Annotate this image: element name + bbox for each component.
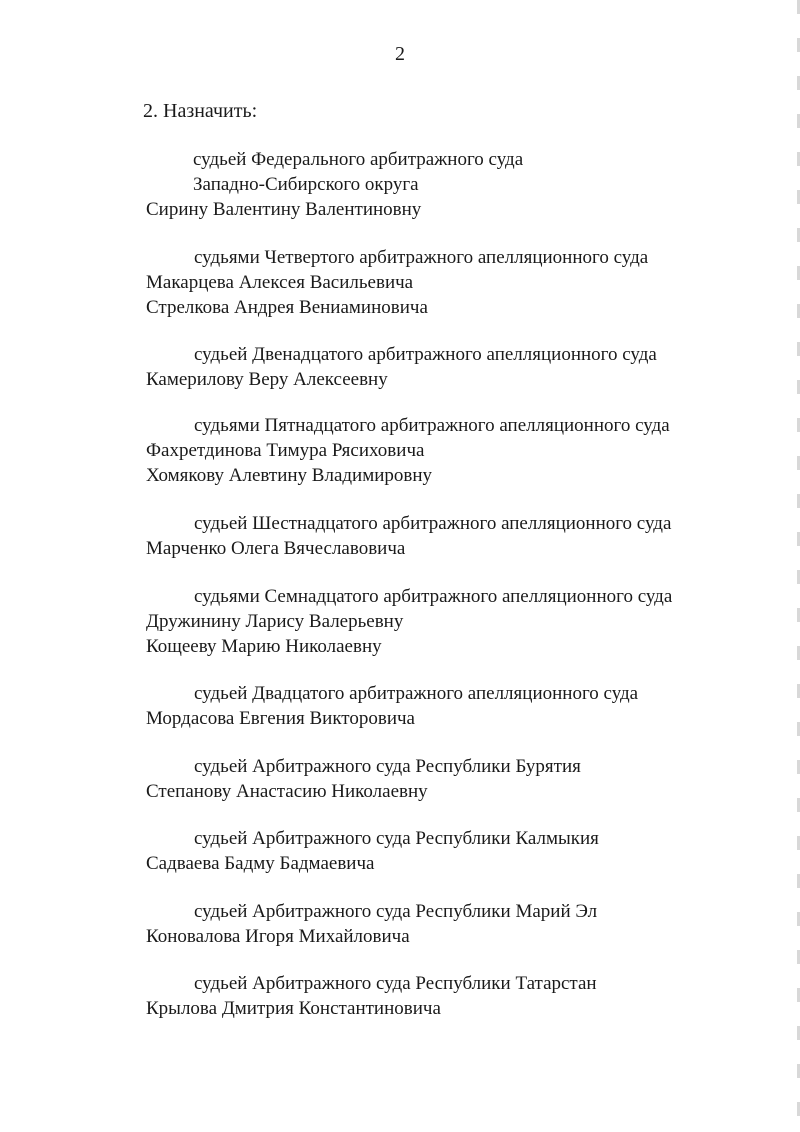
appointee-name: Крылова Дмитрия Константиновича bbox=[146, 998, 441, 1019]
appointment-block bbox=[146, 899, 766, 949]
appointee-name: Садваева Бадму Бадмаевича bbox=[146, 853, 375, 874]
court-line: судьей Арбитражного суда Республики Калмыкия bbox=[194, 828, 599, 849]
appointee-name: Фахретдинова Тимура Рясиховича bbox=[146, 440, 425, 461]
court-line: судьей Двадцатого арбитражного апелляционного суда bbox=[194, 683, 639, 704]
court-line: судьями Четвертого арбитражного апелляционного суда bbox=[194, 247, 649, 268]
court-line: Западно-Сибирского округа bbox=[193, 174, 419, 195]
appointment-block bbox=[146, 511, 766, 561]
court-line: судьей Федерального арбитражного суда bbox=[193, 149, 524, 170]
appointment-block bbox=[146, 413, 766, 488]
appointment-block bbox=[146, 754, 766, 804]
court-line: судьей Арбитражного суда Республики Марий Эл bbox=[194, 901, 598, 922]
court-line: судьей Арбитражного суда Республики Татарстан bbox=[194, 973, 597, 994]
appointee-name: Макарцева Алексея Васильевича bbox=[146, 272, 414, 293]
appointee-name: Стрелкова Андрея Вениаминовича bbox=[146, 297, 428, 318]
appointee-name: Камерилову Веру Алексеевну bbox=[146, 369, 388, 390]
appointee-name: Хомякову Алевтину Владимировну bbox=[146, 465, 433, 486]
appointee-name: Степанову Анастасию Николаевну bbox=[146, 781, 428, 802]
appointee-name: Дружинину Ларису Валерьевну bbox=[146, 611, 404, 632]
appointment-block bbox=[146, 147, 766, 222]
court-line: судьей Арбитражного суда Республики Бурятия bbox=[194, 756, 581, 777]
appointee-name: Мордасова Евгения Викторовича bbox=[146, 708, 415, 729]
appointee-name: Коновалова Игоря Михайловича bbox=[146, 926, 410, 947]
court-line: судьей Двенадцатого арбитражного апелляционного суда bbox=[194, 344, 657, 365]
appointee-name: Кощееву Марию Николаевну bbox=[146, 636, 382, 657]
appointment-block bbox=[146, 245, 766, 320]
court-line: судьями Пятнадцатого арбитражного апелляционного суда bbox=[194, 415, 670, 436]
section-heading: 2. Назначить: bbox=[143, 100, 258, 122]
appointment-block bbox=[146, 971, 766, 1021]
appointment-block bbox=[146, 584, 766, 659]
appointment-block bbox=[146, 826, 766, 876]
court-line: судьями Семнадцатого арбитражного апелляционного суда bbox=[194, 586, 673, 607]
court-line: судьей Шестнадцатого арбитражного апелляционного суда bbox=[194, 513, 672, 534]
page-number: 2 bbox=[395, 43, 405, 65]
appointment-block bbox=[146, 681, 766, 731]
appointee-name: Марченко Олега Вячеславовича bbox=[146, 538, 406, 559]
appointment-block bbox=[146, 342, 766, 392]
appointee-name: Сирину Валентину Валентиновну bbox=[146, 199, 422, 220]
